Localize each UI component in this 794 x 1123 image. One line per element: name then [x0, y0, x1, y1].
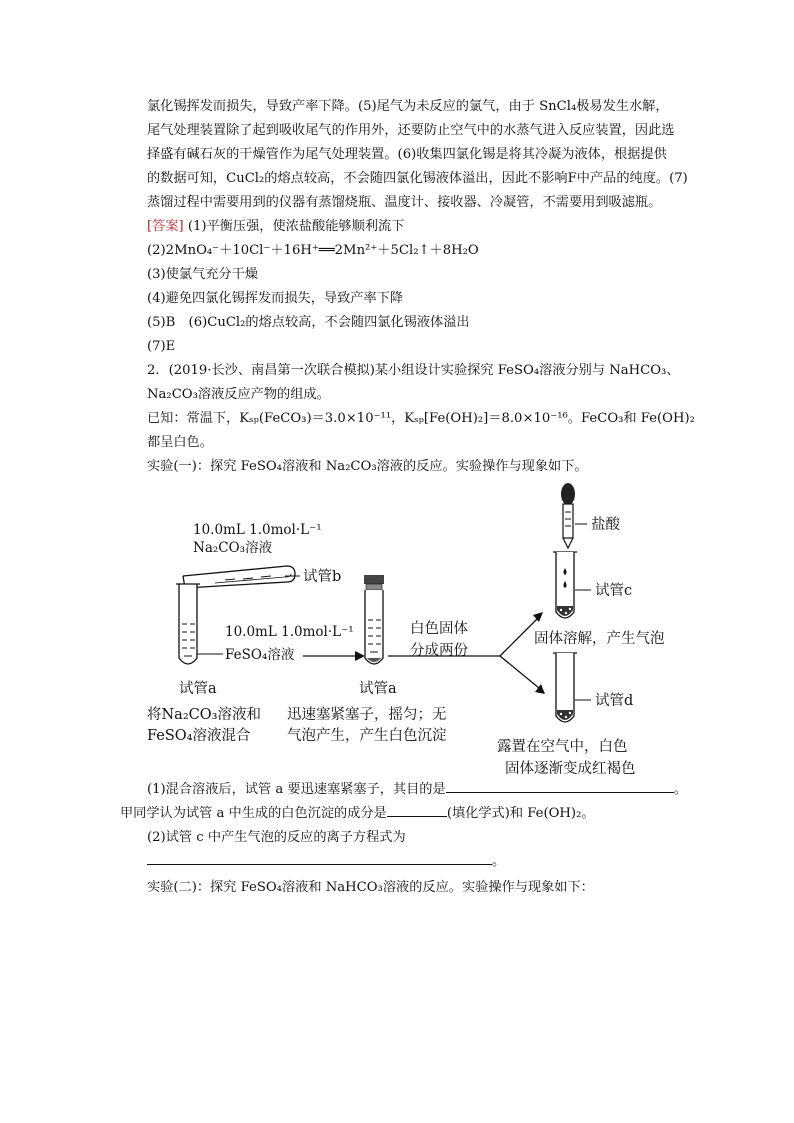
question-intro: 2．(2019·长沙、南昌第一次联合模拟)某小组设计实验探究 FeSO₄溶液分别与 NaHCO₃、: [147, 363, 680, 378]
paragraph-line: 尾气处理装置除了起到吸收尾气的作用外，还要防止空气中的水蒸气进入反应装置，因此选: [147, 123, 675, 138]
dropper-icon: [561, 483, 575, 548]
step-2-line-1: 迅速塞紧塞子，摇匀；无: [287, 707, 447, 723]
answer-line: (7)E: [147, 339, 176, 354]
tube-d-label: 试管d: [595, 693, 634, 709]
answer-text: (1)平衡压强，使浓盐酸能够顺利流下: [187, 219, 405, 234]
result-c: 固体溶解，产生气泡: [534, 631, 665, 647]
tube-c-label: 试管c: [595, 583, 633, 599]
answer-blank-2[interactable]: [387, 802, 447, 817]
question-1b-prompt: 甲同学认为试管 a 中生成的白色沉淀的成分是: [120, 806, 387, 821]
result-d-line-1: 露置在空气中，白色: [497, 739, 628, 755]
answer-line-1: [147, 215, 687, 239]
reagent-a-name: FeSO₄溶液: [225, 647, 295, 663]
answer-blank-3[interactable]: [147, 850, 492, 865]
known-data: 已知：常温下，Kₛₚ(FeCO₃)＝3.0×10⁻¹¹，Kₛₚ[Fe(OH)₂]＝8.0×10⁻¹⁶。FeCO₃和 Fe(OH)₂: [147, 411, 695, 426]
paragraph-line: 择盛有碱石灰的干燥管作为尾气处理装置。(6)收集四氯化锡是将其冷凝为液体，根据提供: [147, 147, 667, 162]
test-tube-a-left-icon: [176, 584, 200, 664]
answer-line: (5)B (6)CuCl₂的熔点较高，不会随四氯化锡液体溢出: [147, 315, 470, 330]
step-1-line-2: FeSO₄溶液混合: [147, 728, 251, 744]
reagent-a-volume: 10.0mL 1.0mol·L⁻¹: [225, 624, 354, 640]
experiment-diagram: [145, 472, 690, 782]
acid-label: 盐酸: [591, 517, 620, 533]
reagent-b-name: Na₂CO₃溶液: [193, 540, 273, 556]
result-d-line-2: 固体逐渐变成红褐色: [505, 761, 636, 777]
experiment-1-title: 实验(一)：探究 FeSO₄溶液和 Na₂CO₃溶液的反应。实验操作与现象如下。: [147, 459, 588, 474]
tube-a-left-label: 试管a: [179, 681, 217, 697]
paragraph-line: 氯化锡挥发而损失，导致产率下降。(5)尾气为未反应的氯气，由于 SnCl₄极易发生水解，: [147, 99, 669, 114]
question-1-line-1: [147, 778, 687, 802]
question-2-answer-line: [147, 850, 687, 874]
known-data: 都呈白色。: [147, 435, 213, 450]
experiment-2-title: 实验(二)：探究 FeSO₄溶液和 NaHCO₃溶液的反应。实验操作与现象如下：: [147, 880, 594, 895]
answer-blank-1[interactable]: [446, 778, 674, 793]
test-tube-b-icon: [183, 566, 295, 588]
step-1-line-1: 将Na₂CO₃溶液和: [147, 707, 261, 723]
question-intro: Na₂CO₃溶液反应产物的组成。: [147, 387, 330, 402]
step-2-line-2: 气泡产生，产生白色沉淀: [287, 728, 447, 744]
period: 。: [673, 782, 687, 797]
test-tube-a-stoppered-icon: [364, 575, 384, 664]
split-label-1: 白色固体: [410, 621, 468, 637]
paragraph-line: 蒸馏过程中需要用到的仪器有蒸馏烧瓶、温度计、接收器、冷凝管，不需要用到吸滤瓶。: [147, 195, 662, 210]
test-tube-d-icon: [553, 653, 577, 722]
tube-b-label: 试管b: [303, 569, 342, 585]
answer-line: (2)2MnO₄⁻＋10Cl⁻＋16H⁺══2Mn²⁺＋5Cl₂↑＋8H₂O: [147, 243, 479, 258]
question-2-prompt: (2)试管 c 中产生气泡的反应的离子方程式为: [147, 830, 406, 845]
paragraph-line: 的数据可知，CuCl₂的熔点较高，不会随四氯化锡液体溢出，因此不影响F中产品的纯度。(7): [147, 171, 688, 186]
question-1-prompt: (1)混合溶液后，试管 a 要迅速塞紧塞子，其目的是: [147, 782, 446, 797]
question-1b-suffix: (填化学式)和 Fe(OH)₂。: [446, 806, 595, 821]
answer-label: [答案]: [147, 219, 184, 234]
period: 。: [492, 854, 506, 869]
test-tube-c-icon: [553, 552, 577, 618]
answer-line: (3)使氯气充分干燥: [147, 267, 258, 282]
question-1-line-2: [120, 802, 660, 826]
tube-a-mid-label: 试管a: [359, 681, 397, 697]
answer-line: (4)避免四氯化锡挥发而损失，导致产率下降: [147, 291, 404, 306]
split-label-2: 分成两份: [410, 643, 468, 659]
reagent-b-volume: 10.0mL 1.0mol·L⁻¹: [193, 522, 322, 538]
